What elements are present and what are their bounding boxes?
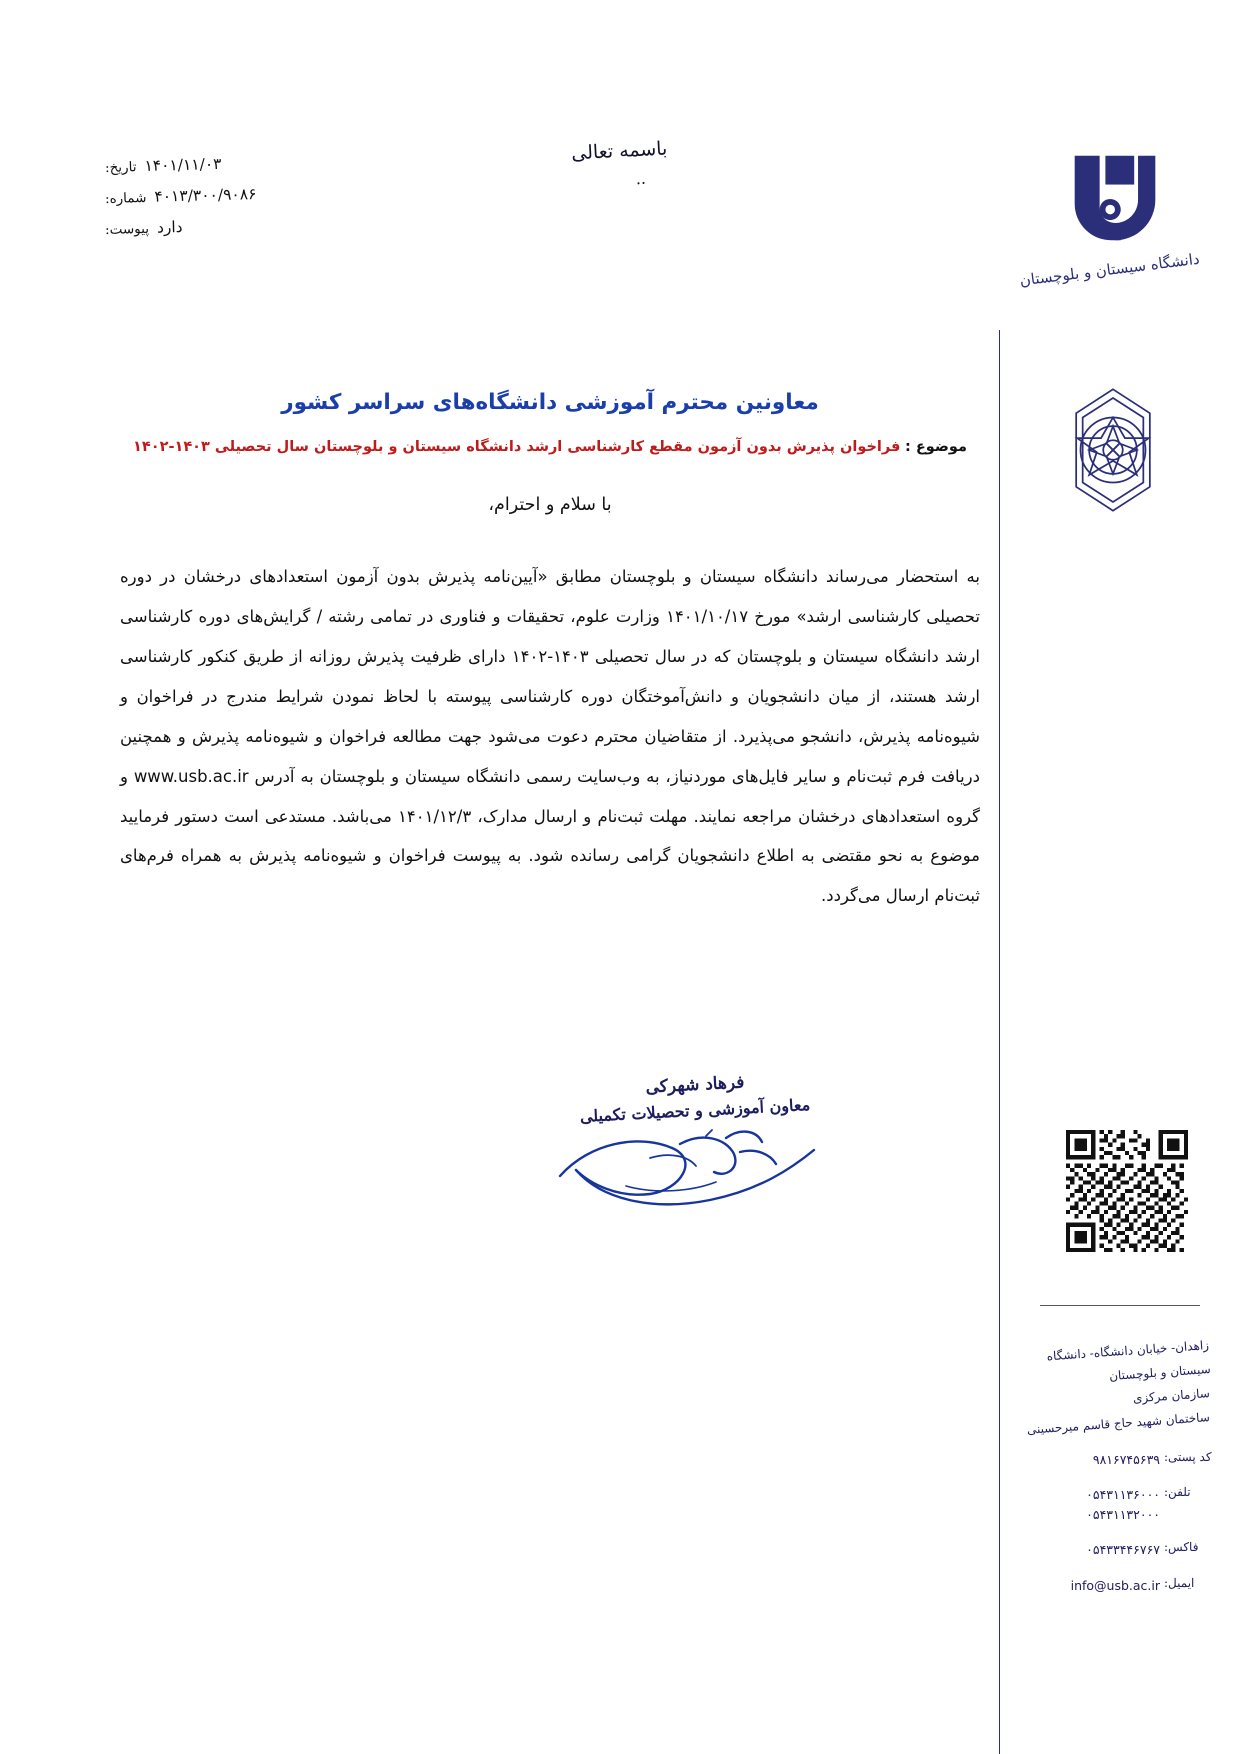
meta-value-date: ۱۴۰۱/۱۱/۰۳ (144, 154, 222, 175)
body-text-part-1: به استحضار می‌رساند دانشگاه سیستان و بلوچستان مطابق «آیین‌نامه پذیرش بدون آزمون استعدادهای درخشان در دوره تحصیلی کارشناسی ارشد» مورخ ۱۴۰۱/۱۰/۱۷ وزارت علوم، تحقیقات و فناوری در تمامی رشته / گرایش‌های دوره کارشناسی ارشد دانشگاه سیستان و بلوچستان که در سال تحصیلی ۱۴۰۳-۱۴۰۲ دارای ظرفیت پذیرش روزانه از طریق کنکور کارشناسی ارشد هستند، از میان دانشجویان و دانش‌آموختگان دوره کارشناسی پیوسته با لحاظ نمودن شرایط مندرج در فراخوان و شیوه‌نامه پذیرش، دانشجو می‌پذیرد. از متقاضیان محترم دعوت می‌شود جهت مطالعه فراخوان و شیوه‌نامه پذیرش و همچنین دریافت فرم ثبت‌نام و سایر فایل‌های موردنیاز، به وب‌سایت رسمی دانشگاه سیستان و بلوچستان به آدرس (120, 567, 980, 786)
basmala-dots: .. (635, 168, 647, 189)
address-line-3: ساختمان شهید حاج قاسم میرحسینی (1026, 1410, 1211, 1437)
body-text-part-2: و گروه استعدادهای درخشان مراجعه نمایند. مهلت ثبت‌نام و ارسال مدارک، ۱۴۰۱/۱۲/۳ می‌باشد. مستدعی است دستور فرمایید موضوع به نحو مقتضی به اطلاع دانشجویان گرامی رسانده شود. به پیوست فراخوان و شیوه‌نامه پذیرش به همراه فرم‌های ثبت‌نام ارسال می‌گردد. (120, 766, 980, 906)
contact-value-fax: ۰۵۴۳۳۴۴۶۷۶۷ (1086, 1542, 1160, 1558)
meta-value-number: ۴۰۱۳/۳۰۰/۹۰۸۶ (154, 185, 257, 206)
subject-text: فراخوان پذیرش بدون آزمون مقطع کارشناسی ارشد دانشگاه سیستان و بلوچستان سال تحصیلی ۱۴۰۳-۱۴۰۲ (133, 439, 901, 455)
contact-value-phone-2: ۰۵۴۳۱۱۳۲۰۰۰ (1086, 1506, 1160, 1522)
contact-row-email (1007, 1576, 1212, 1595)
contact-row-fax (1007, 1540, 1212, 1559)
meta-value-attachment: دارد (156, 217, 183, 237)
contact-value-postal-code: ۹۸۱۶۷۴۵۶۳۹ (1092, 1452, 1160, 1467)
footer-contact (1007, 1450, 1212, 1611)
meta-row-date (105, 152, 335, 176)
meta-label-date: تاریخ: (104, 159, 137, 177)
signer-name: فرهاد شهرکی (645, 1072, 745, 1098)
meta-row-attachment (105, 214, 335, 238)
body-paragraph (120, 557, 980, 916)
address-line-2: سازمان مرکزی (1132, 1386, 1211, 1406)
meta-label-attachment: پیوست: (104, 220, 150, 239)
contact-value-email[interactable]: info@usb.ac.ir (1070, 1577, 1160, 1593)
letter-meta (105, 155, 335, 248)
meta-label-number: شماره: (104, 189, 147, 208)
contact-row-postal-code (1007, 1450, 1212, 1469)
website-link[interactable]: www.usb.ac.ir (133, 766, 249, 786)
signature-block (530, 1072, 860, 1214)
address-line-1: زاهدان- خیابان دانشگاه- دانشگاه سیستان و بلوچستان (1046, 1338, 1212, 1384)
meta-row-number (105, 183, 335, 207)
letter-body (120, 390, 980, 916)
university-name: دانشگاه سیستان و بلوچستان (1018, 249, 1201, 290)
qr-code-icon (1066, 1130, 1188, 1252)
addressee-heading: معاونین محترم آموزشی دانشگاه‌های سراسر کشور (281, 390, 819, 415)
contact-row-phone (1007, 1485, 1212, 1524)
handwritten-signature-icon (530, 1124, 860, 1214)
contact-label-phone: تلفن: (1164, 1485, 1191, 1500)
footer-divider (1040, 1305, 1200, 1306)
signer-title: معاون آموزشی و تحصیلات تکمیلی (579, 1094, 811, 1127)
subject-line (120, 439, 980, 455)
contact-label-postal-code: کد پستی: (1164, 1450, 1212, 1464)
right-rail (1000, 0, 1240, 1754)
footer-address (1010, 1340, 1210, 1436)
university-logo (1018, 150, 1201, 290)
basmala-text: باسمه تعالی (570, 137, 668, 165)
greeting: با سلام و احترام، (488, 495, 612, 515)
contact-label-email: ایمیل: (1164, 1575, 1195, 1590)
subject-label: موضوع : (905, 439, 967, 455)
contact-value-phone-1: ۰۵۴۳۱۱۳۶۰۰۰ (1086, 1487, 1160, 1503)
persian-rosette-ornament-icon (1048, 385, 1178, 515)
contact-label-fax: فاکس: (1164, 1540, 1199, 1555)
